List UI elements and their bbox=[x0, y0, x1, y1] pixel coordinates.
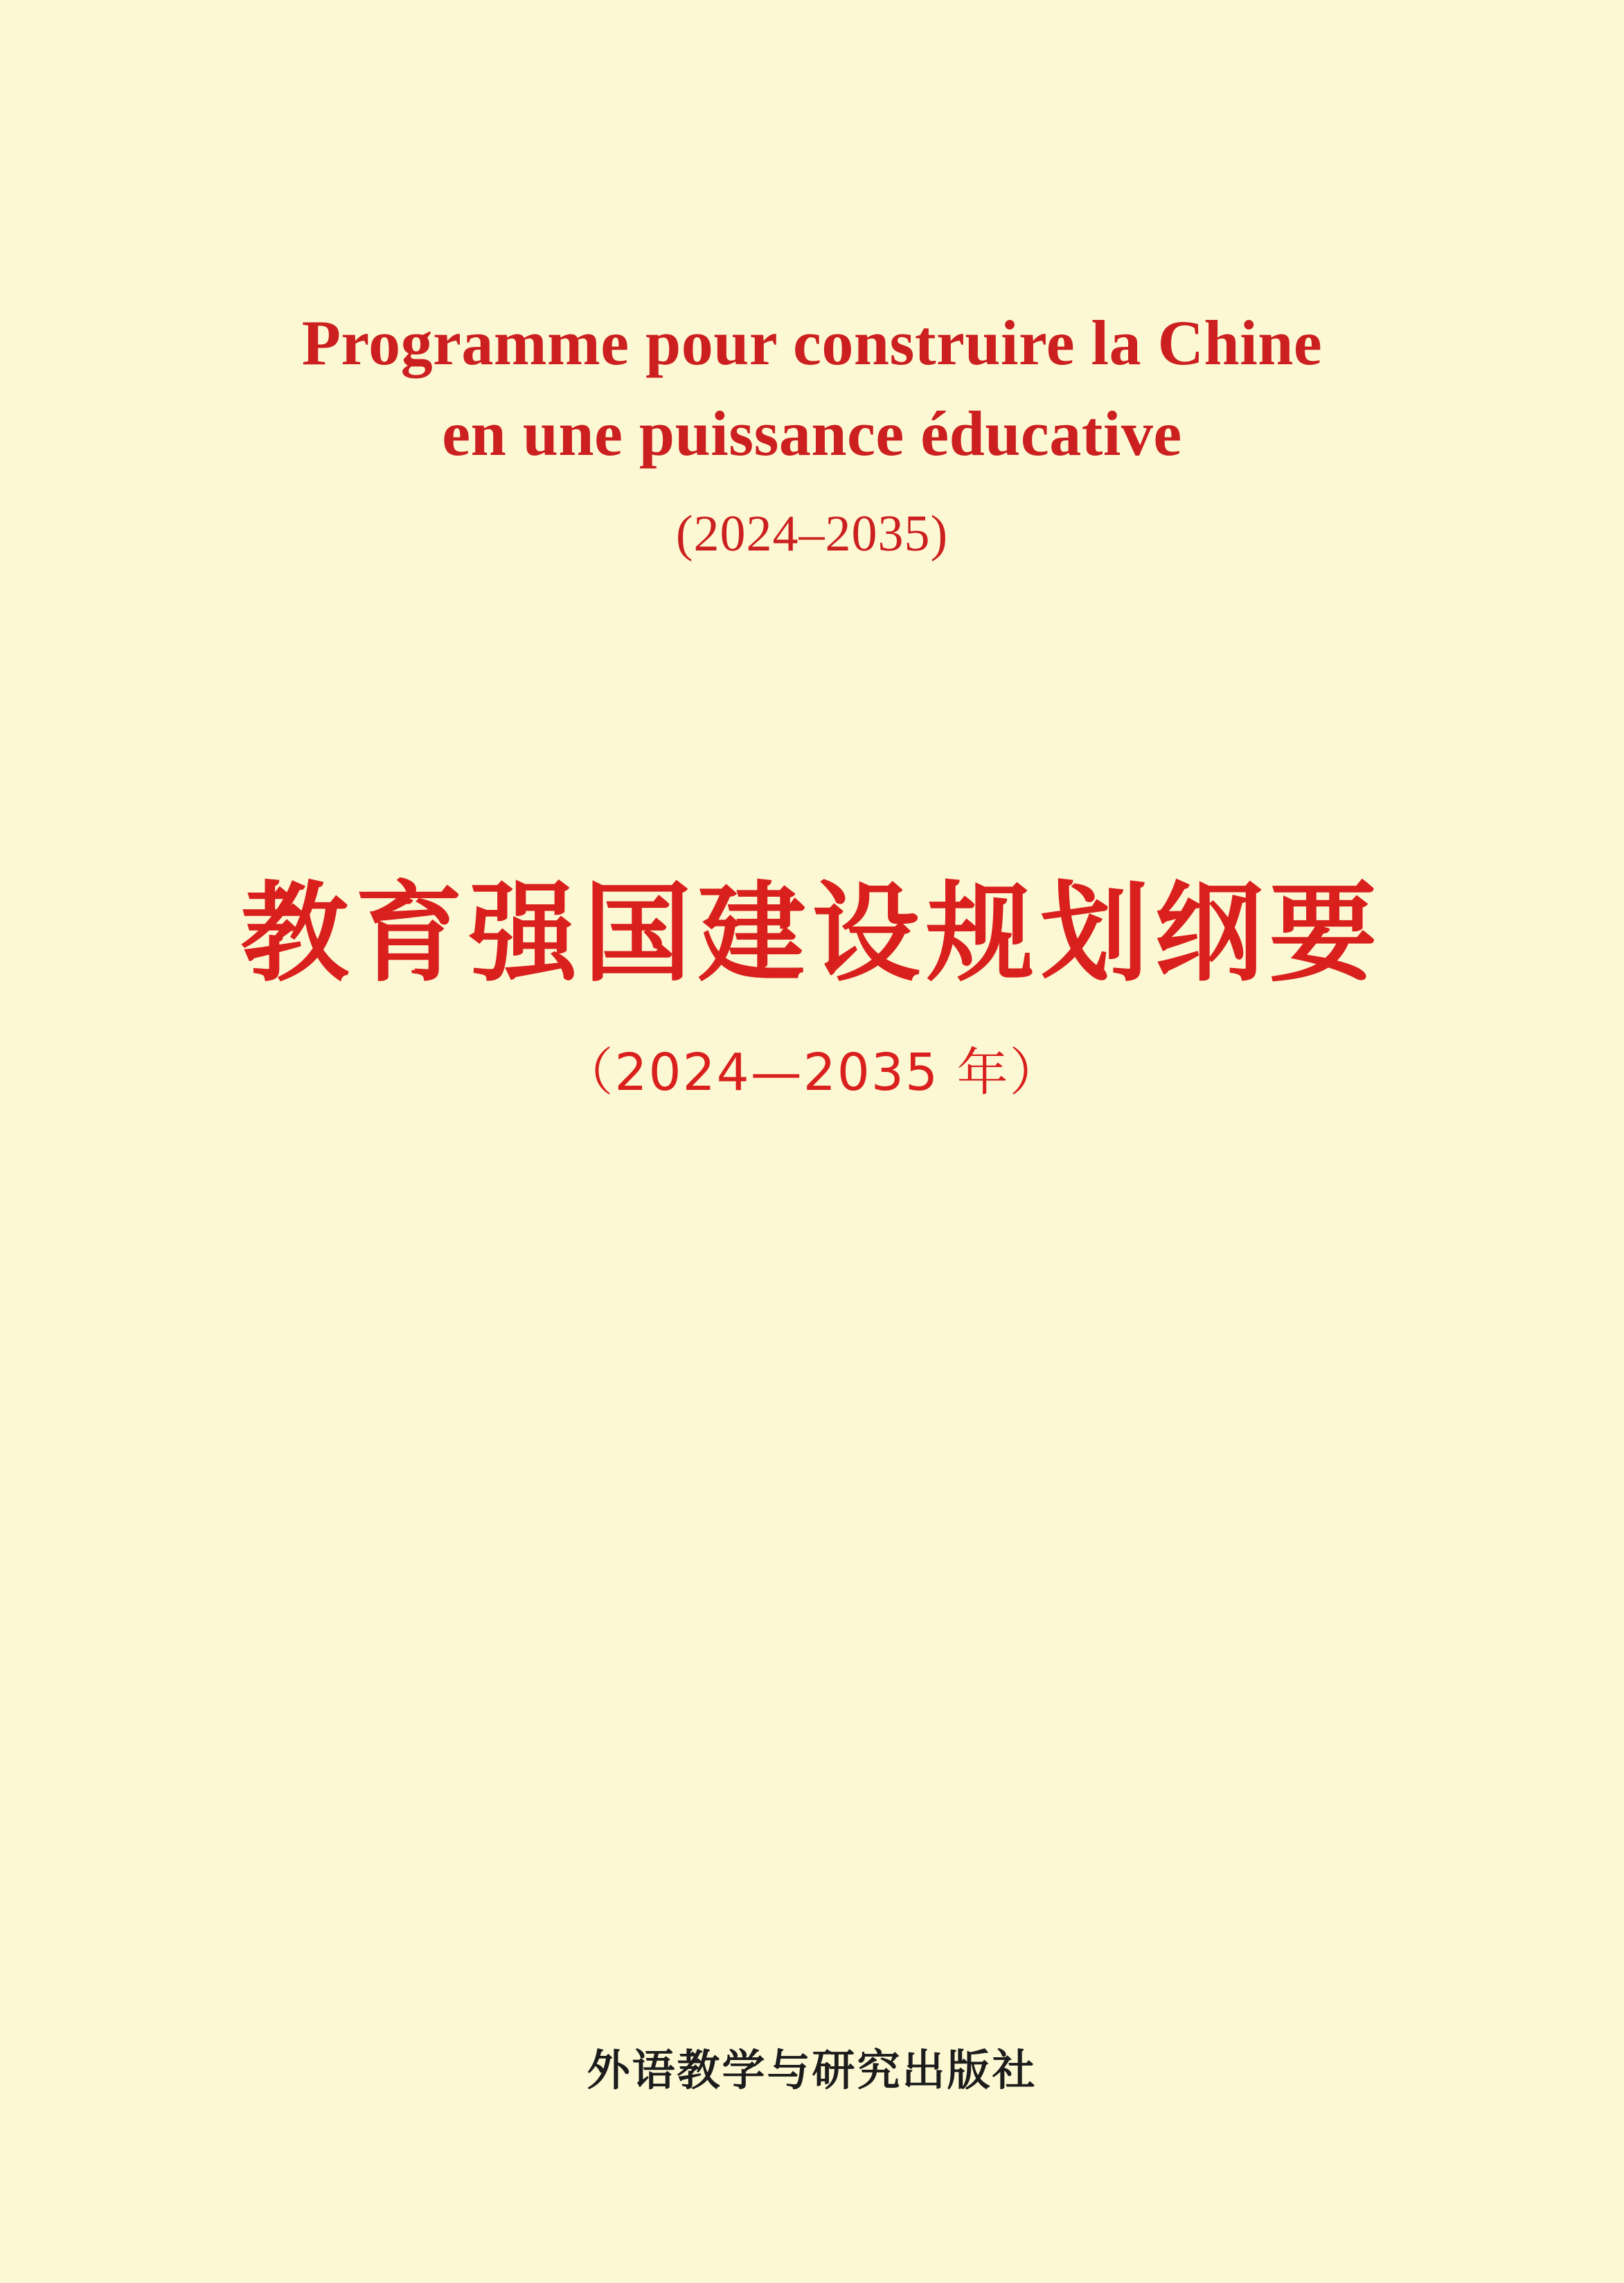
french-title-line-1: Programme pour construire la Chine bbox=[301, 307, 1323, 378]
french-title-line-2: en une puissance éducative bbox=[442, 397, 1182, 469]
french-year-range: (2024–2035) bbox=[675, 505, 949, 563]
publisher-name: 外语教学与研究出版社 bbox=[587, 2045, 1037, 2095]
chinese-year-range: （2024—2035 年） bbox=[562, 1043, 1062, 1103]
french-title-block bbox=[0, 298, 1624, 564]
chinese-title-block bbox=[0, 869, 1624, 1105]
french-title bbox=[0, 298, 1624, 478]
chinese-title: 教育强国建设规划纲要 bbox=[240, 870, 1384, 996]
